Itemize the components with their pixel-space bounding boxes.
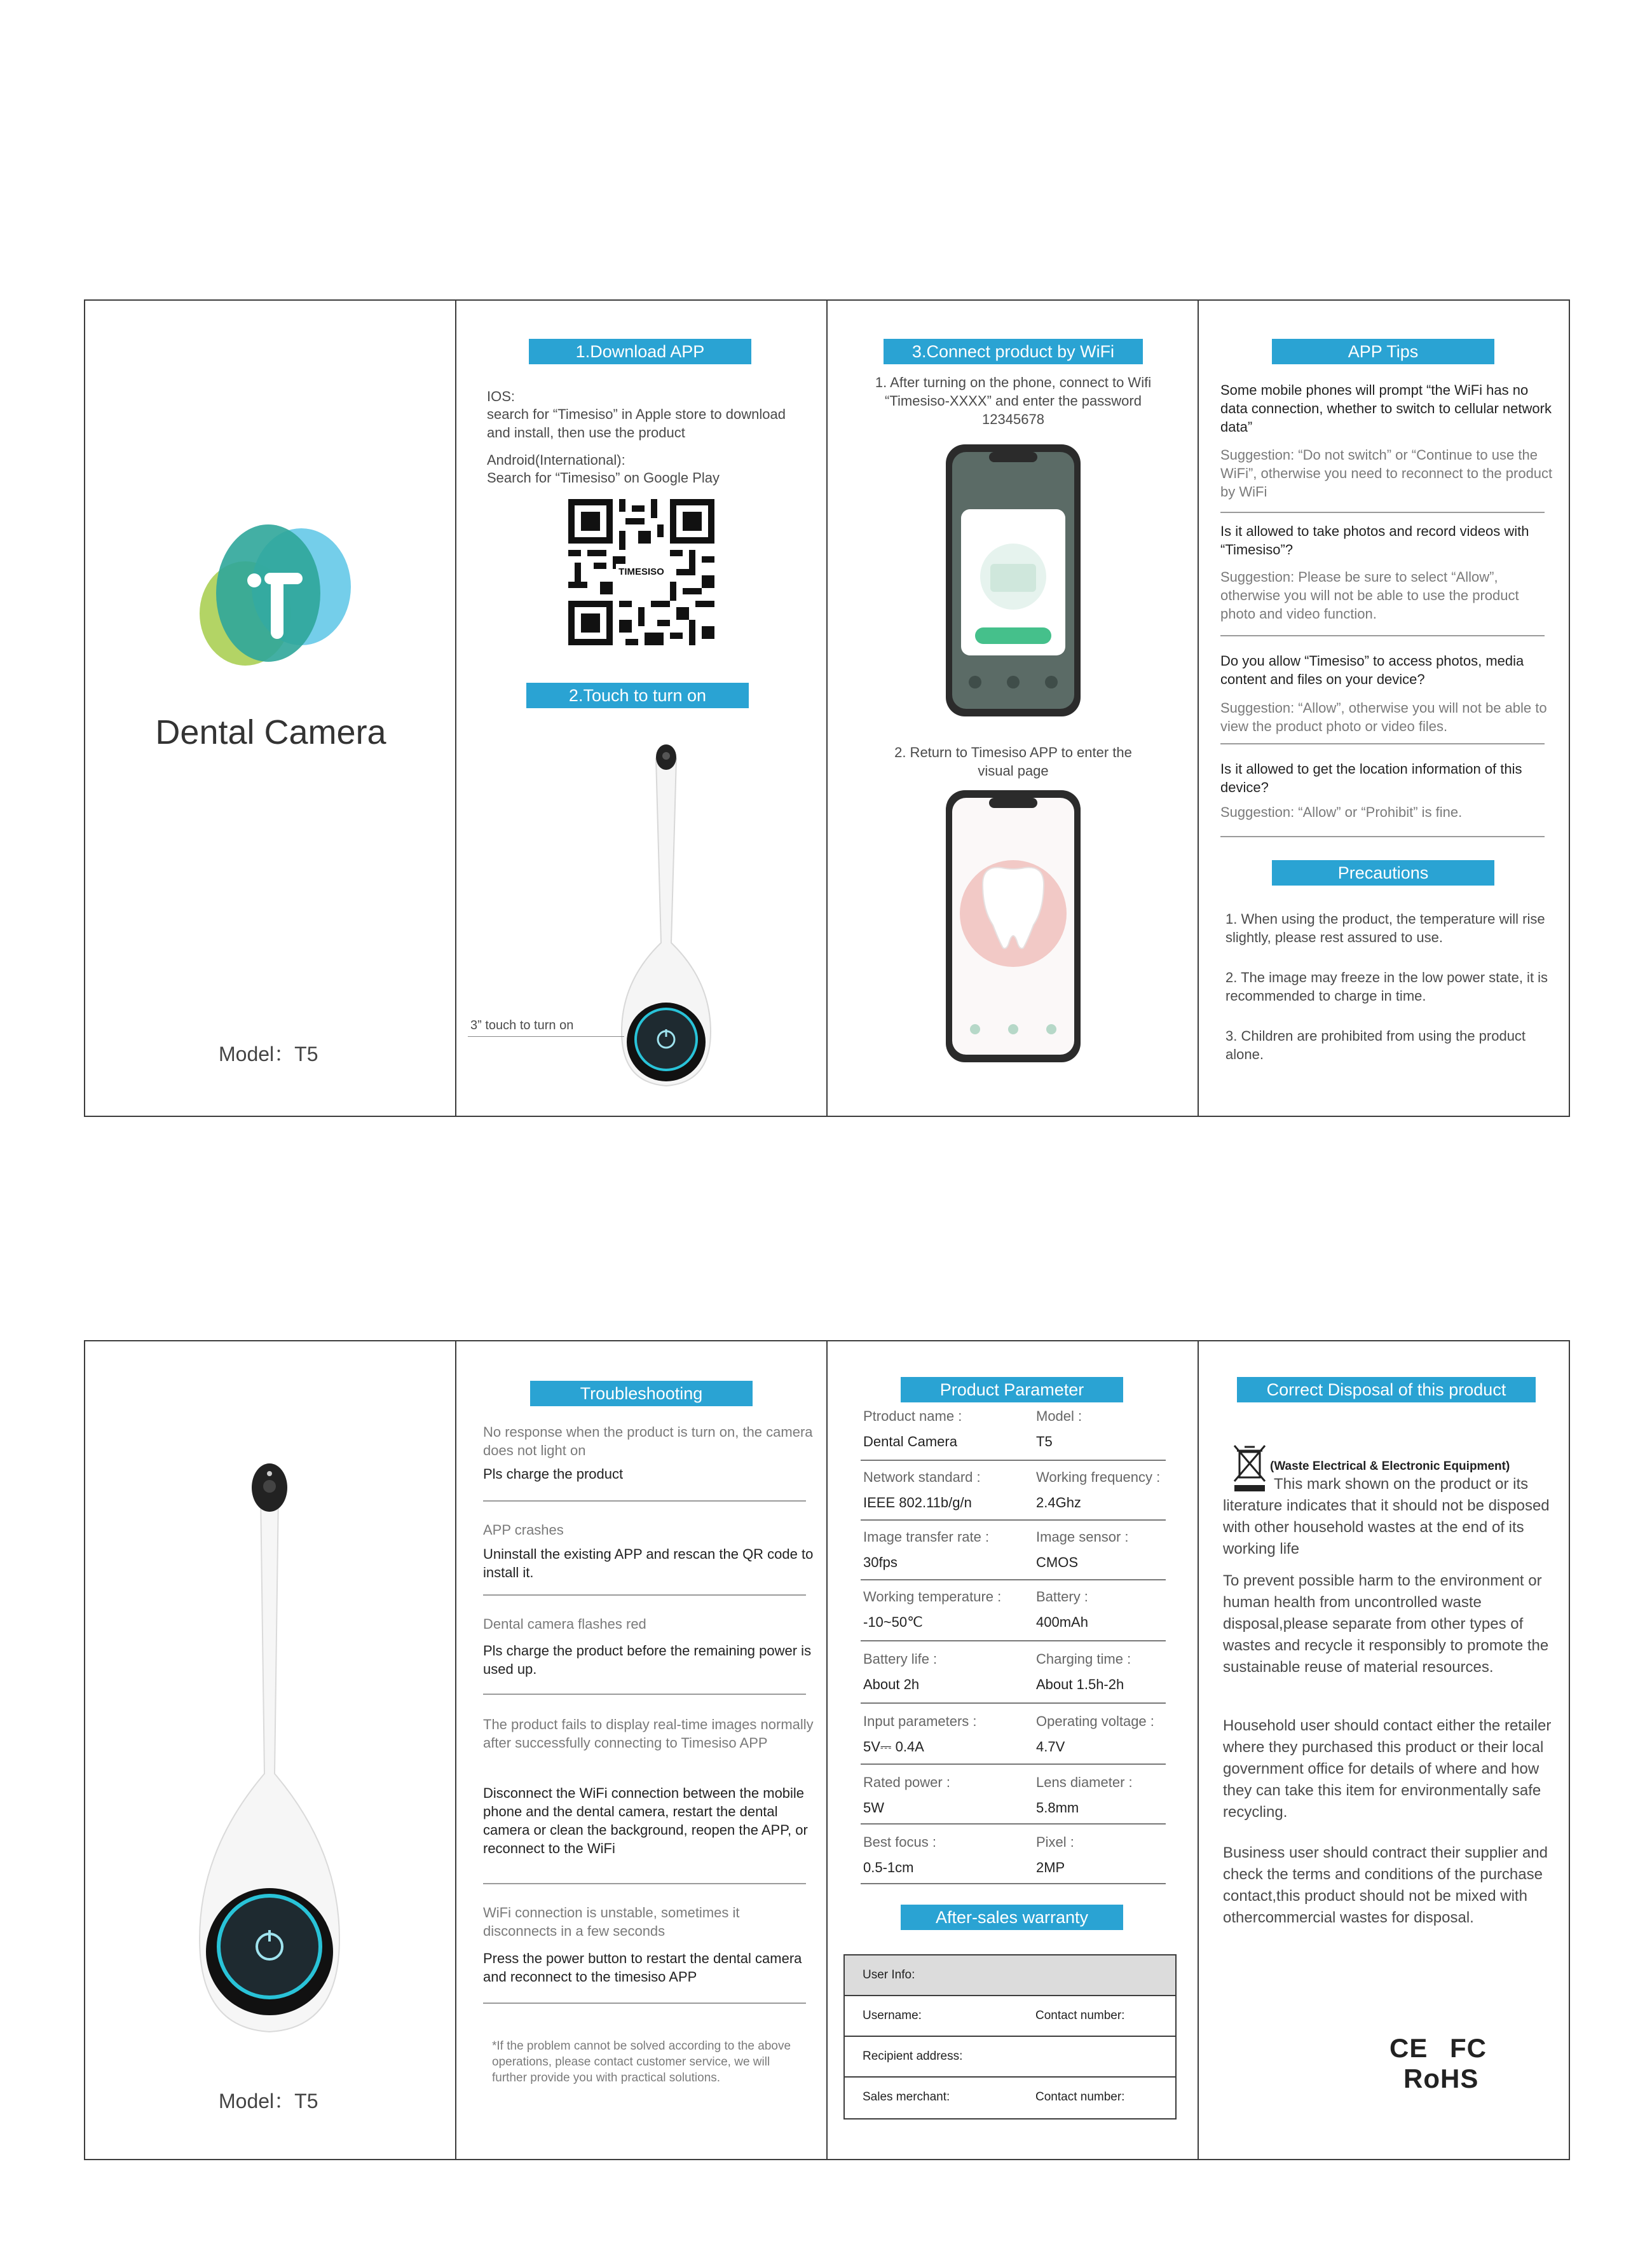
param-value: 2.4Ghz: [1036, 1495, 1081, 1510]
touch-to-turn-on-header: 2.Touch to turn on: [526, 683, 749, 708]
param-label: Model :: [1036, 1408, 1082, 1424]
problem-2: APP crashes: [483, 1522, 564, 1538]
disposal-paragraph-1-text: This mark shown on the product or its literature indicates that it should not be disposed with other household wastes at the end of its working life: [1223, 1476, 1550, 1558]
ios-label: IOS:: [487, 388, 515, 404]
param-label: Charging time :: [1036, 1651, 1131, 1667]
param-divider: [861, 1883, 1166, 1884]
tip-divider: [1220, 635, 1545, 636]
tip-2-question: Is it allowed to take photos and record videos with “Timesiso”?: [1220, 523, 1529, 558]
model-label: Model：T5: [219, 1043, 318, 1065]
correct-disposal-header: Correct Disposal of this product: [1237, 1377, 1536, 1402]
rohs-mark: RoHS: [1403, 2064, 1479, 2093]
android-instructions: Search for “Timesiso” on Google Play: [487, 470, 720, 486]
disposal-paragraph-4: Business user should contract their supplier and check the terms and conditions of the purchase contact,this product should not be mixed with othercommercial wastes for disposal.: [1223, 1844, 1548, 1926]
touch-callout-label: 3” touch to turn on: [470, 1018, 574, 1032]
param-label: Input parameters :: [863, 1713, 977, 1729]
param-value: 5V⎓ 0.4A: [863, 1739, 924, 1755]
tip-4-question: Is it allowed to get the location information of this device?: [1220, 761, 1522, 795]
param-divider: [861, 1823, 1166, 1825]
download-app-header: 1.Download APP: [529, 339, 751, 364]
param-label: Image transfer rate :: [863, 1529, 990, 1545]
device-large-illustration: [187, 1456, 352, 2041]
qr-brand-text: TIMESISO: [618, 566, 664, 577]
model-label: Model：T5: [219, 2090, 318, 2113]
param-label: Best focus :: [863, 1834, 936, 1850]
warranty-row: [845, 2037, 1175, 2078]
certification-marks: [1389, 2033, 1571, 2094]
solution-4: Disconnect the WiFi connection between the mobile phone and the dental camera, restart the dental camera or clean the background, reopen the APP, or reconnect to the WiFi: [483, 1785, 808, 1856]
phone-wifi-illustration: [945, 443, 1082, 718]
param-label: Battery :: [1036, 1589, 1088, 1605]
cover-panel: [85, 301, 456, 1116]
param-label: Battery life :: [863, 1651, 938, 1667]
param-label: Operating voltage :: [1036, 1713, 1154, 1729]
tips-panel: [1199, 301, 1571, 1116]
device-panel: [85, 1341, 456, 2159]
recipient-address-label: Recipient address:: [863, 2050, 963, 2063]
param-divider: [861, 1519, 1166, 1521]
username-label: Username:: [863, 2009, 922, 2022]
param-value: Dental Camera: [863, 1434, 957, 1449]
touch-callout-line: [468, 1036, 624, 1037]
fc-mark: FC: [1450, 2033, 1487, 2063]
app-tips-header: APP Tips: [1272, 339, 1494, 364]
param-divider: [861, 1579, 1166, 1580]
param-label: Ptroduct name :: [863, 1408, 962, 1424]
param-label: Image sensor :: [1036, 1529, 1129, 1545]
after-sales-warranty-header: After-sales warranty: [901, 1905, 1123, 1930]
user-info-label: User Info:: [863, 1968, 915, 1982]
tip-divider: [1220, 743, 1545, 744]
weee-caption: (Waste Electrical & Electronic Equipment): [1270, 1460, 1510, 1473]
precaution-1: 1. When using the product, the temperature will rise slightly, please rest assured to use.: [1225, 911, 1545, 945]
tip-divider: [1220, 512, 1545, 513]
param-divider: [861, 1460, 1166, 1461]
ios-instructions: search for “Timesiso” in Apple store to download and install, then use the product: [487, 406, 786, 441]
problem-4: The product fails to display real-time images normally after successfully connecting to Timesiso APP: [483, 1716, 814, 1751]
troubleshooting-header: Troubleshooting: [530, 1381, 753, 1406]
tip-divider: [1220, 836, 1545, 837]
disposal-paragraph-1: [1223, 1474, 1557, 1560]
warranty-header-row: [845, 1955, 1175, 1996]
disposal-panel: [1199, 1341, 1571, 2159]
connect-panel: [828, 301, 1199, 1116]
tip-3-suggestion: Suggestion: “Allow”, otherwise you will not be able to view the product photo or video files.: [1220, 700, 1547, 734]
solution-2: Uninstall the existing APP and rescan the QR code to install it.: [483, 1546, 814, 1580]
precaution-3: 3. Children are prohibited from using the product alone.: [1225, 1028, 1526, 1062]
product-title: Dental Camera: [155, 713, 386, 751]
precaution-2: 2. The image may freeze in the low power state, it is recommended to charge in time.: [1225, 969, 1548, 1004]
disposal-paragraph-2: To prevent possible harm to the environment or human health from uncontrolled waste disposal,please separate from other types of wastes and recycle it responsibly to promote the sustainable reuse of material resources.: [1223, 1572, 1549, 1676]
contact-number-label: Contact number:: [1035, 2009, 1125, 2022]
ce-mark: CE: [1389, 2033, 1428, 2063]
troubleshooting-panel: [456, 1341, 828, 2159]
param-value: 400mAh: [1036, 1614, 1088, 1630]
tip-4-suggestion: Suggestion: “Allow” or “Prohibit” is fine.: [1220, 804, 1463, 820]
param-divider: [861, 1763, 1166, 1765]
param-label: Rated power :: [863, 1774, 950, 1790]
param-value: About 1.5h-2h: [1036, 1676, 1124, 1692]
param-value: 4.7V: [1036, 1739, 1065, 1755]
param-value: CMOS: [1036, 1554, 1078, 1570]
param-value: T5: [1036, 1434, 1053, 1449]
tip-2-suggestion: Suggestion: Please be sure to select “Allow”, otherwise you will not be able to use the product photo and video function.: [1220, 569, 1519, 622]
sales-merchant-label: Sales merchant:: [863, 2090, 950, 2104]
param-label: Working frequency :: [1036, 1469, 1161, 1485]
product-parameter-header: Product Parameter: [901, 1377, 1123, 1402]
disposal-paragraph-3: Household user should contact either the retailer where they purchased this product or their local government office for details of where and how they can take this item for environmentally safe recycling.: [1223, 1717, 1552, 1821]
precautions-header: Precautions: [1272, 860, 1494, 886]
contact-number-label: Contact number:: [1035, 2090, 1125, 2104]
download-panel: [456, 301, 828, 1116]
param-value: 5.8mm: [1036, 1800, 1079, 1816]
problem-5: WiFi connection is unstable, sometimes it disconnects in a few seconds: [483, 1905, 740, 1939]
param-value: 2MP: [1036, 1859, 1065, 1875]
trouble-divider: [483, 1594, 806, 1596]
solution-3: Pls charge the product before the remaining power is used up.: [483, 1643, 812, 1677]
param-value: About 2h: [863, 1676, 920, 1692]
sheet-back: [84, 1340, 1570, 2160]
brand-logo: [193, 512, 352, 677]
problem-3: Dental camera flashes red: [483, 1616, 646, 1632]
tip-3-question: Do you allow “Timesiso” to access photos, media content and files on your device?: [1220, 653, 1524, 687]
param-divider: [861, 1640, 1166, 1641]
trouble-divider: [483, 1694, 806, 1695]
android-label: Android(International):: [487, 452, 625, 468]
connect-step-2: 2. Return to Timesiso APP to enter the visual page: [894, 744, 1132, 779]
param-divider: [861, 1702, 1166, 1704]
param-value: -10~50℃: [863, 1614, 923, 1630]
param-label: Pixel :: [1036, 1834, 1074, 1850]
connect-wifi-header: 3.Connect product by WiFi: [884, 339, 1143, 364]
param-label: Working temperature :: [863, 1589, 1002, 1605]
solution-1: Pls charge the product: [483, 1466, 624, 1482]
troubleshooting-footnote: *If the problem cannot be solved according to the above operations, please contact customer service, we will further provide you with practical solutions.: [492, 2039, 791, 2085]
tip-1-suggestion: Suggestion: “Do not switch” or “Continue to use the WiFi”, otherwise you need to reconnect to the product by WiFi: [1220, 447, 1553, 500]
trouble-divider: [483, 1883, 806, 1884]
param-value: 30fps: [863, 1554, 898, 1570]
phone-visual-illustration: [945, 789, 1082, 1064]
warranty-form: [843, 1954, 1177, 2119]
device-illustration: [603, 739, 730, 1095]
param-label: Network standard :: [863, 1469, 981, 1485]
trouble-divider: [483, 2003, 806, 2004]
param-label: Lens diameter :: [1036, 1774, 1133, 1790]
warranty-row: [845, 1996, 1175, 2037]
param-value: 5W: [863, 1800, 884, 1816]
connect-step-1: 1. After turning on the phone, connect to Wifi “Timesiso-XXXX” and enter the password 12345678: [875, 374, 1152, 427]
solution-5: Press the power button to restart the dental camera and reconnect to the timesiso APP: [483, 1950, 802, 1985]
param-value: 0.5-1cm: [863, 1859, 914, 1875]
param-value: IEEE 802.11b/g/n: [863, 1495, 972, 1510]
problem-1: No response when the product is turn on, the camera does not light on: [483, 1424, 813, 1458]
sheet-front: [84, 299, 1570, 1117]
trouble-divider: [483, 1500, 806, 1502]
warranty-row: [845, 2078, 1175, 2118]
tip-1-question: Some mobile phones will prompt “the WiFi has no data connection, whether to switch to cellular network data”: [1220, 382, 1552, 435]
